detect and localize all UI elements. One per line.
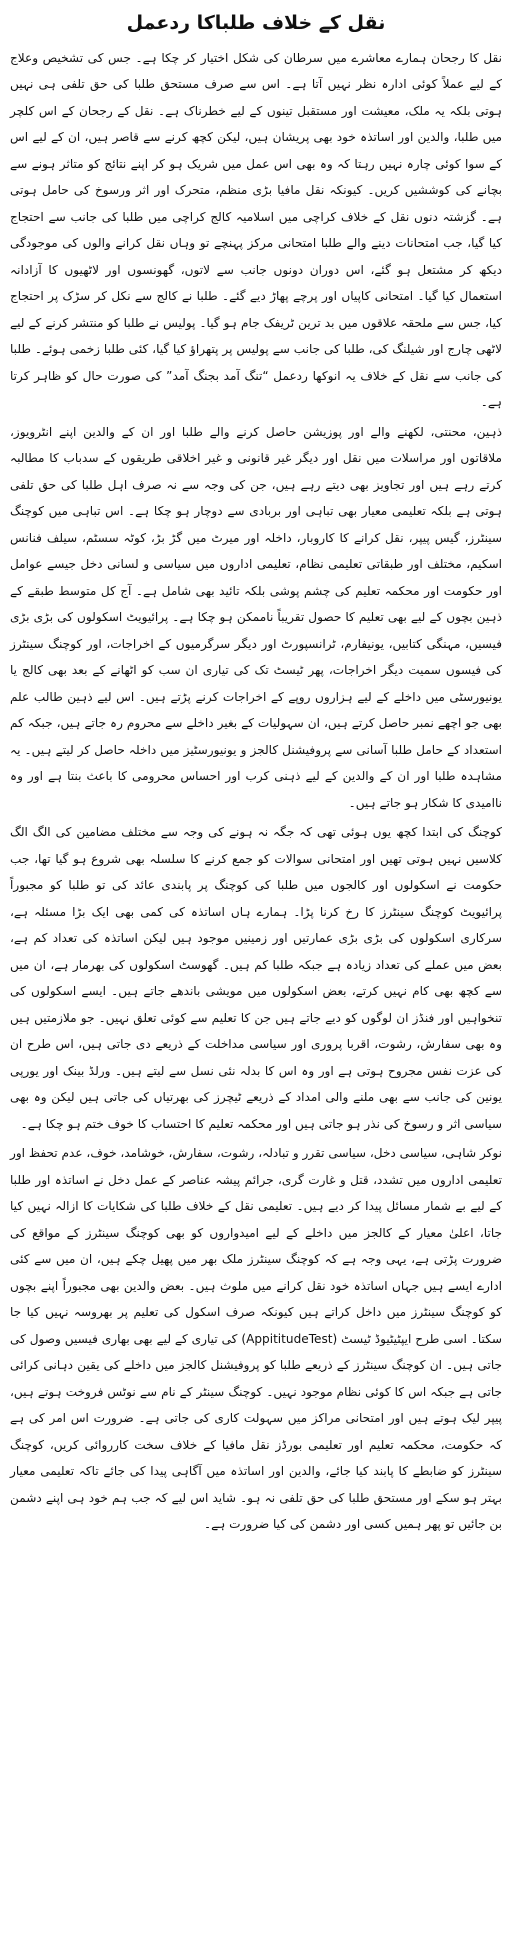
article-paragraph: نقل کا رجحان ہمارے معاشرے میں سرطان کی شکل اختیار کر چکا ہے۔ جس کی تشخیص وعلاج کے لیے عملاً کوئی ادارہ نظر نہیں آتا ہے۔ اس سے صرف مستحق طلبا کی حق تلفی ہی نہیں ہوتی بلکہ یہ ملک، معیشت اور مستقبل تینوں کے لیے خطرناک ہے۔ نقل کے رجحان کے اس کلچر میں طلبا، والدین اور اساتذہ خود بھی پریشان ہیں، لیکن کچھ کرنے سے قاصر ہیں، ان کے لیے اس کے سوا کوئی چارہ نہیں رہتا کہ وہ بھی اس عمل میں شریک ہو کر اپنے نتائج کو متاثر ہونے سے بچانے کی کوششیں کریں۔ کیونکہ نقل مافیا بڑی منظم، متحرک اور اثر ورسوخ کی حامل ہوتی ہے۔ گزشتہ دنوں نقل کے خلاف کراچی میں اسلامیہ کالج کراچی میں طلبا کی جانب سے احتجاج کیا گیا، جب امتحانات دینے والے طلبا امتحانی مرکز پہنچے تو وہاں نقل کرانے والوں کی موجودگی دیکھ کر مشتعل ہو گئے، اس دوران دونوں جانب سے لاتوں، گھونسوں اور لاٹھیوں کا آزادانہ استعمال کیا گیا۔ امتحانی کاپیاں اور پرچے پھاڑ دیے گئے۔ طلبا نے کالج سے نکل کر سڑک پر احتجاج کیا، جس سے ملحقہ علاقوں میں بد ترین ٹریفک جام ہو گیا۔ پولیس نے طلبا کو منتشر کرنے کے لیے لاٹھی چارج اور شیلنگ کی، طلبا کی جانب سے پولیس پر پتھراؤ کیا گیا، کئی طلبا زخمی ہوئے۔ طلبا کی جانب سے نقل کے خلاف یہ انوکھا ردعمل “تنگ آمد بجنگ آمد” کی صورت حال کو ظاہر کرتا ہے۔ — [10, 50, 502, 410]
article-paragraph: ذہین، محنتی، لکھنے والے اور پوزیشن حاصل کرنے والے طلبا اور ان کے والدین اپنے انٹرویوز، ملاقاتوں اور مراسلات میں نقل اور دیگر غیر قانونی و غیر اخلاقی طریقوں کے سدباب کا مطالبہ کرتے رہے ہیں اور تجاویز بھی دیتے رہے ہیں، جن کی وجہ سے نہ صرف اہل طلبا کی حق تلفی ہوتی ہے بلکہ تعلیمی معیار بھی تباہی اور بربادی سے دوچار ہو چکا ہے۔ اس تباہی میں کوچنگ سینٹرز، گیس پیپر، نقل کرانے کا کاروبار، داخلہ اور میرٹ میں گڑ بڑ، کوٹہ سسٹم، سیلف فنانس اسکیم، مختلف اور طبقاتی تعلیمی نظام، تعلیمی اداروں میں سیاسی و لسانی دخل جیسے عوامل اور حکومت اور محکمہ تعلیم کی چشم پوشی بلکہ تائید بھی شامل ہے۔ آج کل متوسط طبقے کے ذہین بچوں کے لیے بھی تعلیم کا حصول تقریباً ناممکن ہو چکا ہے۔ پرائیویٹ اسکولوں کی بڑی بڑی فیسیں، مہنگی کتابیں، یونیفارم، ٹرانسپورٹ اور دیگر سرگرمیوں کے اخراجات، اور کوچنگ سینٹرز کی فیسوں سمیت دیگر اخراجات، پھر ٹیسٹ تک کی تیاری ان سب کو اٹھانے کے بعد بھی کالج یا یونیورسٹی میں داخلے کے لیے ہزاروں روپے کے اخراجات کرنے پڑتے ہیں۔ اس لیے ذہین طالب علم بھی جو اچھے نمبر حاصل کرتے ہیں، ان سہولیات کے بغیر داخلے سے محروم رہ جاتے ہیں، جبکہ کم استعداد کے حامل طلبا آسانی سے پروفیشنل کالجز و یونیورسٹیز میں داخلہ حاصل کر لیتے ہیں۔ یہ مشاہدہ طلبا اور ان کے والدین کے لیے ذہنی کرب اور احساس محرومی کا باعث بنتا ہے اور وہ ناامیدی کا شکار ہو جاتے ہیں۔ — [10, 424, 502, 810]
article-paragraph: کوچنگ کی ابتدا کچھ یوں ہوئی تھی کہ جگہ نہ ہونے کی وجہ سے مختلف مضامین کی الگ الگ کلاسیں نہیں ہوتی تھیں اور امتحانی سوالات کو جمع کرنے کا سلسلہ بھی شروع ہو گیا تھا، جب حکومت نے اسکولوں اور کالجوں میں طلبا کی کوچنگ پر پابندی عائد کی تو طلبا کو مجبوراً پرائیویٹ کوچنگ سینٹرز کا رخ کرنا پڑا۔ ہمارے ہاں اساتذہ کی کمی بھی ایک بڑا مسئلہ ہے، سرکاری اسکولوں کی بڑی بڑی عمارتیں اور زمینیں موجود ہیں لیکن اساتذہ کی تعداد کم ہے، بعض میں عملے کی تعداد زیادہ ہے جبکہ طلبا کم ہیں۔ گھوسٹ اسکولوں کی بھرمار ہے، ان میں سے کچھ بھی کام نہیں کرتے، بعض اسکولوں میں مویشی باندھے جاتے ہیں۔ ایسے اسکولوں کی تنخواہیں اور فنڈز ان لوگوں کو دیے جاتے ہیں جن کا تعلیم سے کوئی تعلق نہیں۔ جو ملازمتیں ہیں وہ بھی سفارش، رشوت، اقربا پروری اور سیاسی مداخلت کے ذریعے دی جاتی ہیں، اس طرح ان کی عزت نفس مجروح ہوتی ہے اور وہ اس کا بدلہ نئی نسل سے لیتے ہیں۔ ورلڈ بینک اور یورپی یونین کی جانب سے بھی ملنے والی امداد کے ذریعے ٹیچرز کی بھرتیاں کی جاتی ہیں لیکن وہ بھی سیاسی اثر و رسوخ کی نذر ہو جاتی ہیں اور محکمہ تعلیم کا احتساب کا خوف ختم ہو چکا ہے۔ — [10, 825, 502, 1131]
article-title: نقل کے خلاف طلباکا ردعمل — [126, 12, 386, 34]
article-paragraph: نوکر شاہی، سیاسی دخل، سیاسی تقرر و تبادلہ، رشوت، سفارش، خوشامد، خوف، عدم تحفظ اور تعلیمی اداروں میں تشدد، قتل و غارت گری، جرائم پیشہ عناصر کے عمل دخل نے اساتذہ اور طلبا کے لیے بے شمار مسائل پیدا کر دیے ہیں۔ تعلیمی نقل کے خلاف طلبا کی شکایات کا ازالہ نہیں کیا جاتا، اعلیٰ معیار کے کالجز میں داخلے کے لیے امیدواروں کو بھی کوچنگ سینٹرز کے مواقع کی ضرورت پڑتی ہے، یہی وجہ ہے کہ کوچنگ سینٹرز ملک بھر میں پھیل چکے ہیں، ان میں سے کئی ادارے ایسے ہیں جہاں اساتذہ خود نقل کرانے میں ملوث ہیں۔ بعض والدین بھی مجبوراً اپنے بچوں کو کوچنگ سینٹرز میں داخل کراتے ہیں کیونکہ صرف اسکول کی تعلیم پر بھروسہ نہیں کیا جا سکتا۔ اسی طرح ایپٹیٹیوڈ ٹیسٹ (AppititudeTest) کی تیاری کے لیے بھی بھاری فیسیں وصول کی جاتی ہیں۔ ان کوچنگ سینٹرز کے ذریعے طلبا کو پروفیشنل کالجز میں داخلے کی یقین دہانی کرائی جاتی ہے جبکہ اس کا کوئی نظام موجود نہیں۔ کوچنگ سینٹر کے نام سے نوٹس فروخت ہوتے ہیں، پیپر لیک ہوتے ہیں اور امتحانی مراکز میں سہولت کاری کی جاتی ہے۔ ضرورت اس امر کی ہے کہ حکومت، محکمہ تعلیم اور تعلیمی بورڈز نقل مافیا کے خلاف سخت کارروائی کریں، کوچنگ سینٹرز کو ضابطے کا پابند کیا جائے، والدین اور اساتذہ میں آگاہی پیدا کی جائے تاکہ تعلیمی معیار بہتر ہو سکے اور مستحق طلبا کی حق تلفی نہ ہو۔ شاید اس لیے کہ جب ہم خود ہی اپنے دشمن بن جائیں تو پھر ہمیں کسی اور دشمن کی کیا ضرورت ہے۔ — [10, 1146, 503, 1532]
